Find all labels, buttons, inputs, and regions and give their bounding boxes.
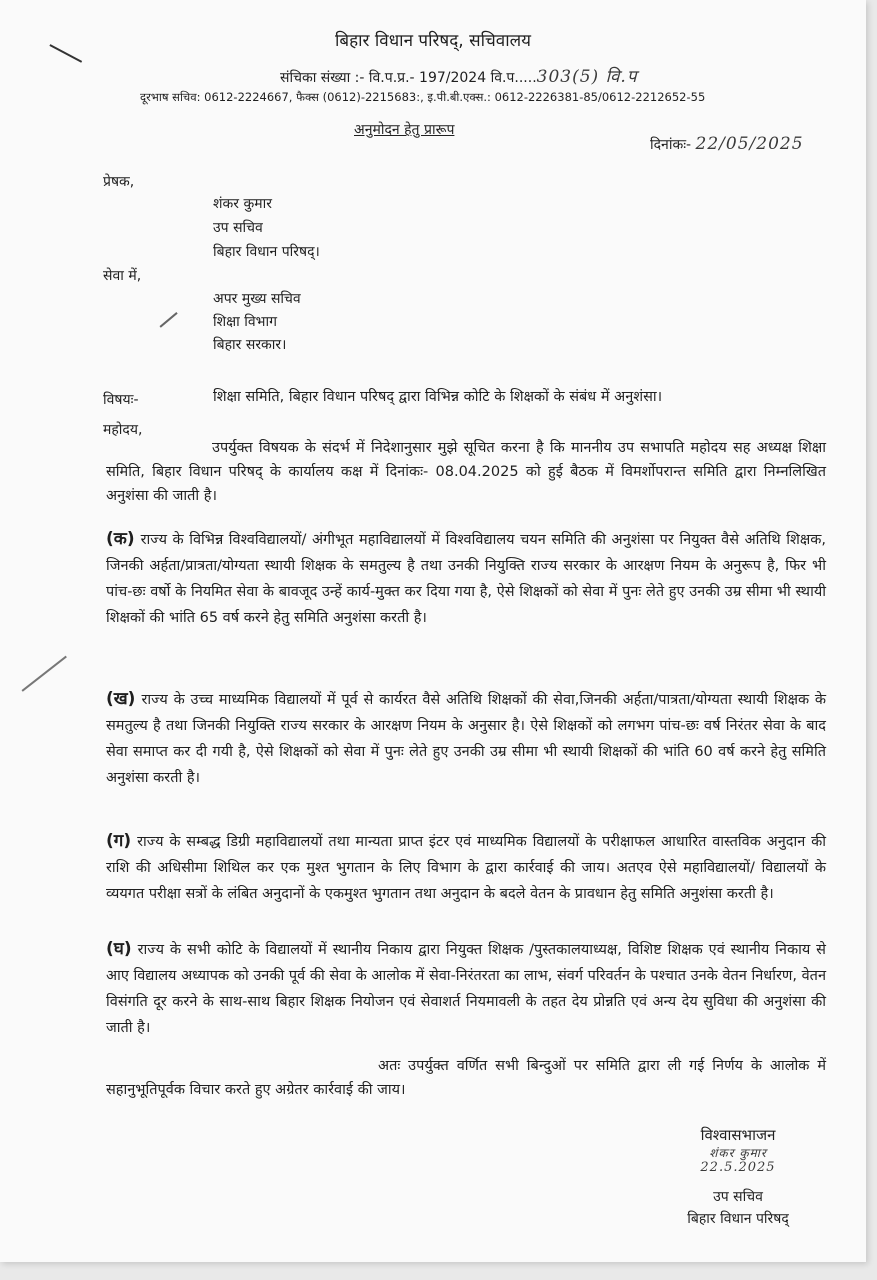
sender-designation: उप सचिव [213,220,263,236]
salutation: महोदय, [103,422,143,438]
subject-text: शिक्षा समिति, बिहार विधान परिषद् द्वारा विभिन्न कोटि के शिक्षकों के संबंध में अनुशंसा। [213,389,663,405]
point-marker: (घ) [106,939,132,959]
sender-block [213,192,320,264]
point-ka [106,526,826,631]
point-marker: (ग) [106,831,132,851]
point-gha [106,936,826,1041]
draft-label: अनुमोदन हेतु प्रारूप [354,122,455,138]
org-heading: बिहार विधान परिषद्, सचिवालय [334,31,532,51]
signature-date: 22.5.2025 [700,1160,776,1175]
file-number [280,64,638,87]
point-marker: (क) [106,529,135,549]
date-handwritten: 22/05/2025 [695,134,804,154]
signature-block [668,1124,808,1230]
point-kha [106,686,826,791]
margin-pen-stroke-2 [22,656,67,692]
recipient-label: सेवा में, [103,268,142,284]
intro-paragraph: उपर्युक्त विषयक के संदर्भ में निदेशानुसार मुझे सूचित करना है कि माननीय उप सभापति महोदय सह अध्यक्ष शिक्षा समिति, बिहार विधान परिषद् के कार्यालय कक्ष में दिनांकः- 08.04.2025 को हुई बैठक में विमर्शोपरान्त समिति द्वारा निम्नलिखित अनुशंसा की जाती है। [106,440,826,504]
file-number-handwritten: 303(5) वि.प [536,67,638,87]
recipient-government: बिहार सरकार। [213,337,287,353]
margin-check-mark [160,312,178,327]
recipient-title: अपर मुख्य सचिव [213,291,301,307]
sender-office: बिहार विधान परिषद्। [213,244,320,260]
point-ga [106,828,826,907]
contact-numbers: दूरभाष सचिव: 0612-2224667, फैक्स (0612)-2215683:, इ.पी.बी.एक्स.: 0612-2226381-85/0612-2212652-55 [140,90,706,104]
point-marker: (ख) [106,689,136,709]
date-label: दिनांकः- [650,137,692,153]
signatory-office: बिहार विधान परिषद् [687,1211,789,1227]
sender-name: शंकर कुमार [213,196,272,212]
subject-label: विषयः- [103,392,139,408]
point-text: राज्य के सम्बद्ध डिग्री महाविद्यालयों तथा मान्यता प्राप्त इंटर एवं माध्यमिक विद्यालयों के परीक्षाफल आधारित वास्तविक अनुदान की राशि की अधिसीमा शिथिल कर एक मुश्त भुगतान के लिए विभाग के द्वारा कार्रवाई की जाय। अतएव ऐसे महाविद्यालयों/ विद्यालयों के व्ययगत परीक्षा सत्रों के लंबित अनुदानों के एकमुश्त भुगतान तथा अनुदान के बदले वेतन के प्रावधान हेतु समिति अनुशंसा करती है। [106,834,826,902]
handwritten-signature: शंकर कुमार [709,1146,767,1160]
point-text: राज्य के सभी कोटि के विद्यालयों में स्थानीय निकाय द्वारा नियुक्त शिक्षक /पुस्तकालयाध्यक्ष, विशिष्ट शिक्षक एवं स्थानीय निकाय से आए विद्यालय अध्यापक को उनकी पूर्व की सेवा के आलोक में सेवा-निरंतरता का लाभ, संवर्ग परिवर्तन के पश्चात उनके वेतन निर्धारण, वेतन विसंगति दूर करने के साथ-साथ बिहार शिक्षक नियोजन एवं सेवाशर्त नियमावली के तहत देय प्रोन्नति एवं अन्य देय सुविधा की अनुशंसा की जाती है। [106,942,826,1036]
date-line [650,134,804,154]
closing-paragraph: अतः उपर्युक्त वर्णित सभी बिन्दुओं पर समिति द्वारा ली गई निर्णय के आलोक में सहानुभूतिपूर्वक विचार करते हुए अग्रेतर कार्रवाई की जाय। [106,1058,826,1098]
sender-label: प्रेषक, [103,174,135,190]
recipient-block [213,288,301,357]
signatory-designation: उप सचिव [713,1189,763,1205]
valediction: विश्वासभाजन [700,1126,776,1144]
point-text: राज्य के उच्च माध्यमिक विद्यालयों में पूर्व से कार्यरत वैसे अतिथि शिक्षकों की सेवा,जिनकी अर्हता/पात्रता/योग्यता स्थायी शिक्षक के समतुल्य है तथा जिनकी नियुक्ति राज्य सरकार के आरक्षण नियम के अनुसार है। ऐसे शिक्षकों को लगभग पांच-छः वर्ष निरंतर सेवा के बाद सेवा समाप्त कर दी गयी है, ऐसे शिक्षकों को सेवा में पुनः लेते हुए उनकी उम्र सीमा भी स्थायी शिक्षकों की भांति 60 वर्ष करने हेतु समिति अनुशंसा करती है। [106,692,826,786]
recipient-department: शिक्षा विभाग [213,314,278,330]
file-number-text: संचिका संख्या :- वि.प.प्र.- 197/2024 वि.प..... [280,70,537,86]
point-text: राज्य के विभिन्न विश्वविद्यालयों/ अंगीभूत महाविद्यालयों में विश्वविद्यालय चयन समिति की अनुशंसा पर नियुक्त वैसे अतिथि शिक्षक, जिनकी अर्हता/प्रात्रता/योग्यता स्थायी शिक्षक के समतुल्य है तथा उनकी नियुक्ति राज्य सरकार के आरक्षण नियम के अनुरूप है, फिर भी पांच-छः वर्षो के नियमित सेवा के बावजूद उन्हें कार्य-मुक्त कर दिया गया है, ऐसे शिक्षकों को सेवा में पुनः लेते हुए उनकी उम्र सीमा भी स्थायी शिक्षकों की भांति 65 वर्ष करने हेतु समिति अनुशंसा करती है। [106,532,826,626]
